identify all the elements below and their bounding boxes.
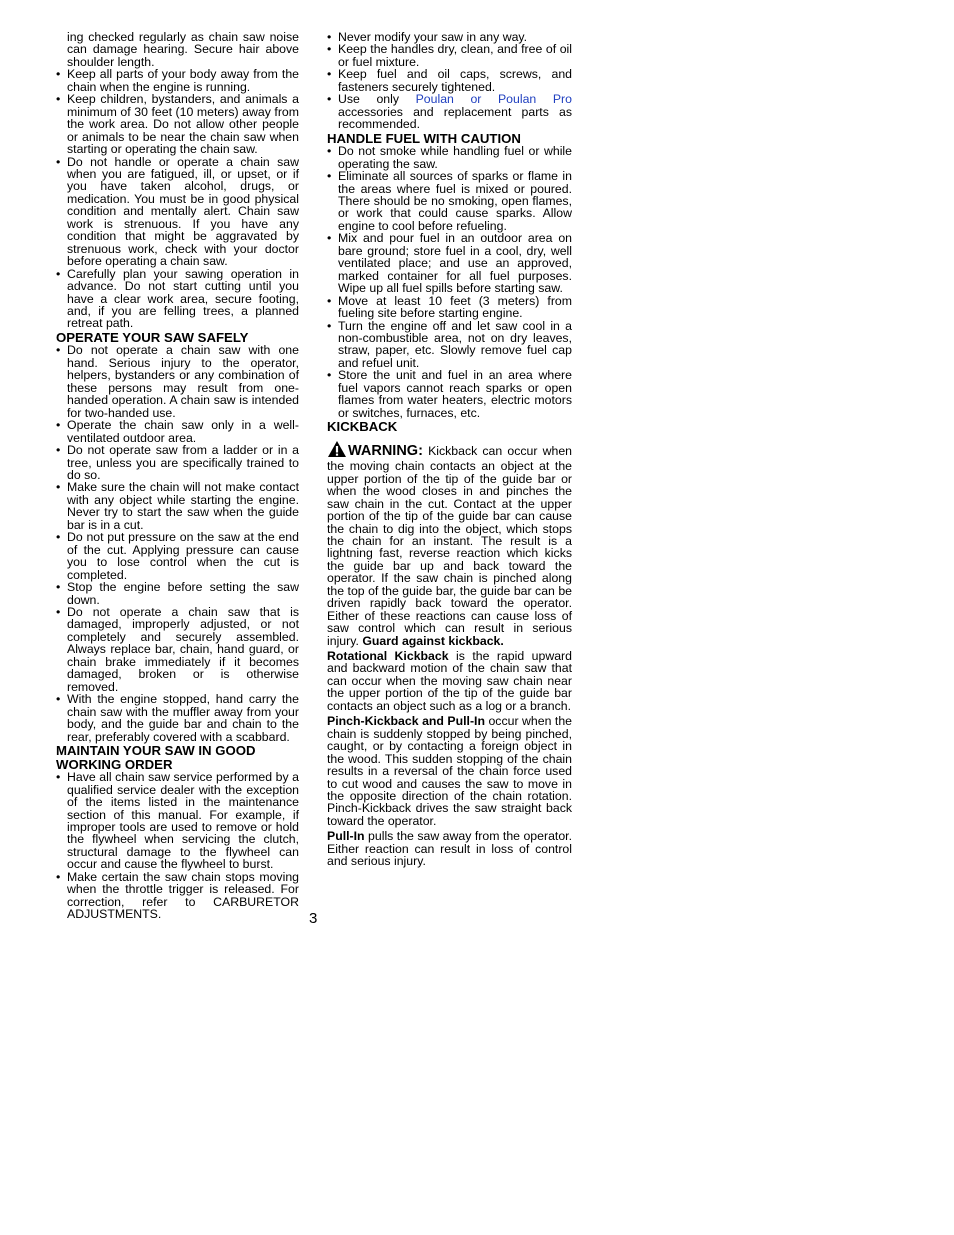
maintain-saw-heading: MAINTAIN YOUR SAW IN GOOD WORKING ORDER: [56, 742, 256, 772]
list-item: • Keep children, bystanders, and animals a minimum of 30 feet (10 meters) away from the work area. Do not allow other people or animals to be near the chain saw when starting or operating the chain saw.: [56, 93, 299, 155]
rotational-kickback-term: Rotational Kickback: [327, 649, 449, 664]
operate-safely-heading: OPERATE YOUR SAW SAFELY: [56, 329, 249, 345]
page-number: 3: [309, 910, 318, 927]
list-item: • Do not put pressure on the saw at the end of the cut. Applying pressure can cause you to lose control when the cut is completed.: [56, 531, 299, 581]
left-column: [56, 31, 299, 921]
kickback-warning: [327, 440, 572, 647]
pinch-kickback-text: occur when the chain is suddenly stopped by being pinched, caught, or by contacting a foreign object in the wood. This sudden stopping of the chain results in a reversal of the chain force used to cut wood and causes the saw to move in the opposite direction of the chain rotation. Pinch-Kickback drives the saw straight back toward the operator.: [327, 714, 573, 828]
list-item: • Mix and pour fuel in an outdoor area on bare ground; store fuel in a cool, dry, well ventilated place; and use an approved, marked container for all fuel purposes. Wipe up all fuel spills before starting saw.: [327, 232, 572, 294]
intro-continuation: ing checked regularly as chain saw noise can damage hearing. Secure hair above shoulder length.: [67, 30, 299, 69]
list-item: • Do not operate a chain saw that is damaged, improperly adjusted, or not completely and securely assembled. Always replace bar, chain, hand guard, or chain brake immediately if it becomes damaged, broken or is otherwise removed.: [56, 606, 299, 693]
list-item: • Never modify your saw in any way.: [327, 31, 572, 43]
list-item: • Move at least 10 feet (3 meters) from fueling site before starting engine.: [327, 295, 572, 320]
warning-label: WARNING:: [348, 442, 423, 459]
list-item: • Stop the engine before setting the saw down.: [56, 581, 299, 606]
kickback-heading: KICKBACK: [327, 419, 398, 435]
list-item: • Keep fuel and oil caps, screws, and fasteners securely tightened.: [327, 68, 572, 93]
list-item: • Have all chain saw service performed by a qualified service dealer with the exception of the items listed in the maintenance section of this manual. For example, if improper tools are used to remove or hold the flywheel when servicing the clutch, structural damage to the flywheel can occur and cause the flywheel to burst.: [56, 771, 299, 871]
list-item: • Store the unit and fuel in an area where fuel vapors cannot reach sparks or open flames from water heaters, electric motors or switches, furnaces, etc.: [327, 369, 572, 419]
list-item: • Make sure the chain will not make contact with any object while starting the engine. Never try to start the saw when the guide bar is in a cut.: [56, 481, 299, 531]
modify-bullet-list: [327, 31, 572, 131]
accessories-text-after: accessories and replacement parts as recommended.: [338, 104, 572, 132]
list-item: • Do not operate a chain saw with one hand. Serious injury to the operator, helpers, bystanders or any combination of these persons may result from one-handed operation. A chain saw is intended for two-handed use.: [56, 344, 299, 419]
fuel-bullet-list: [327, 145, 572, 419]
warning-emphasis: Guard against kickback.: [362, 633, 504, 648]
intro-bullet-list: [56, 68, 299, 330]
list-item: • Operate the chain saw only in a well-ventilated outdoor area.: [56, 419, 299, 444]
list-item: • Carefully plan your sawing operation in advance. Do not start cutting until you have a clear work area, secure footing, and, if you are felling trees, a planned retreat path.: [56, 268, 299, 330]
pull-in-paragraph: [327, 830, 572, 867]
right-column: [327, 31, 572, 868]
list-item: • Do not smoke while handling fuel or while operating the saw.: [327, 145, 572, 170]
brand-name: Poulan or Poulan Pro: [415, 92, 572, 107]
rotational-kickback-text: is the rapid upward and backward motion of the chain saw that can occur when the moving saw chain near the upper portion of the tip of the guide bar contacts an object such as a log or a branch.: [327, 649, 572, 713]
pull-in-term: Pull-In: [327, 829, 365, 844]
list-item: • Turn the engine off and let saw cool in a non-combustible area, not on dry leaves, straw, paper, etc. Slowly remove fuel cap and refuel unit.: [327, 320, 572, 370]
maintain-bullet-list: [56, 771, 299, 920]
list-item: • Keep the handles dry, clean, and free of oil or fuel mixture.: [327, 43, 572, 68]
operate-bullet-list: [56, 344, 299, 743]
pull-in-text: pulls the saw away from the operator. Either reaction can result in loss of control and serious injury.: [327, 829, 572, 869]
list-item: • With the engine stopped, hand carry the chain saw with the muffler away from your body, and the guide bar and chain to the rear, preferably covered with a scabbard.: [56, 693, 299, 743]
list-item: • Do not handle or operate a chain saw when you are fatigued, ill, or upset, or if you have taken alcohol, drugs, or medication. You must be in good physical condition and mentally alert. Chain saw work is strenuous. If you have any condition that might be aggravated by strenuous work, check with your doctor before operating a chain saw.: [56, 156, 299, 268]
list-item: • Eliminate all sources of sparks or flame in the areas where fuel is mixed or poured. There should be no smoking, open flames, or work that could cause sparks. Allow engine to cool before refueling.: [327, 170, 572, 232]
accessories-list-item: [327, 93, 572, 130]
rotational-kickback-paragraph: [327, 650, 572, 712]
pinch-kickback-paragraph: [327, 715, 572, 827]
list-item: • Do not operate saw from a ladder or in a tree, unless you are specifically trained to do so.: [56, 444, 299, 481]
handle-fuel-heading: HANDLE FUEL WITH CAUTION: [327, 130, 521, 146]
warning-text: Kickback can occur when the moving chain contacts an object at the upper portion of the tip of the guide bar or when the wood closes in and pinches the saw chain in the cut. Contact at the upper portion of the tip of the guide bar can cause the chain to dig into the object, which stops the chain for an instant. The result is a lightning fast, reverse reaction which kicks the guide bar up and back toward the operator. If the saw chain is pinched along the top of the guide bar, the guide bar can be driven rapidly back toward the operator. Either of these reactions can cause loss of saw control which can result in serious injury.: [327, 443, 572, 648]
warning-triangle-icon: [327, 440, 347, 460]
list-item: • Make certain the saw chain stops moving when the throttle trigger is released. For correction, refer to CARBURETOR ADJUSTMENTS.: [56, 871, 299, 921]
list-item: • Keep all parts of your body away from the chain when the engine is running.: [56, 68, 299, 93]
pinch-kickback-term: Pinch-Kickback and Pull-In: [327, 714, 485, 729]
accessories-text-before: Use only: [338, 92, 416, 107]
